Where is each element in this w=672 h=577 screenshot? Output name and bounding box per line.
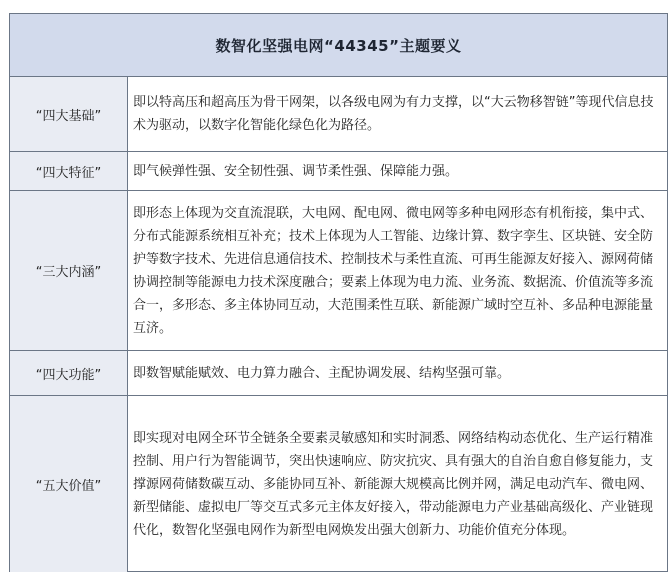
table-row-four-functions	[10, 351, 667, 396]
row-content: 即以特高压和超高压为骨干网架，以各级电网为有力支撑，以“大云物移智链”等现代信息技术为驱动，以数字化智能化绿色化为路径。	[133, 95, 654, 133]
row-label: “四大基础”	[10, 77, 128, 151]
summary-table	[9, 13, 668, 572]
table-title: 数智化坚强电网“44345”主题要义	[10, 14, 667, 77]
row-label: “五大价值”	[10, 396, 128, 572]
row-content: 即气候弹性强、安全韧性强、调节柔性强、保障能力强。	[133, 163, 459, 179]
row-content: 即形态上体现为交直流混联，大电网、配电网、微电网等多种电网形态有机衔接，集中式、分布式能源系统相互补充；技术上体现为人工智能、边缘计算、数字孪生、区块链、安全防护等数字技术、先进信息通信技术、控制技术与柔性直流、可再生能源友好接入、源网荷储协调控制等能源电力技术深度融合；要素上体现为电力流、业务流、数据流、价值流等多流合一，多形态、多主体协同互动，大范围柔性互联、新能源广域时空互补、多品种电源能量互济。	[133, 205, 654, 336]
table-row-four-foundations	[10, 77, 667, 152]
row-label: “四大特征”	[10, 152, 128, 190]
row-content: 即数智赋能赋效、电力算力融合、主配协调发展、结构坚强可靠。	[133, 365, 511, 381]
table-row-four-features	[10, 152, 667, 191]
table-row-five-values	[10, 396, 667, 572]
row-label: “四大功能”	[10, 351, 128, 395]
table-row-three-connotations	[10, 191, 667, 351]
row-label: “三大内涵”	[10, 191, 128, 350]
row-content: 即实现对电网全环节全链条全要素灵敏感知和实时洞悉、网络结构动态优化、生产运行精准控制、用户行为智能调节，突出快速响应、防灾抗灾、具有强大的自治自愈自修复能力，支撑源网荷储数碳互动、多能协同互补、新能源大规模高比例并网，满足电动汽车、微电网、新型储能、虚拟电厂等交互式多元主体友好接入，带动能源电力产业基础高级化、产业链现代化，数智化坚强电网作为新型电网焕发出强大创新力、功能价值充分体现。	[133, 430, 654, 538]
